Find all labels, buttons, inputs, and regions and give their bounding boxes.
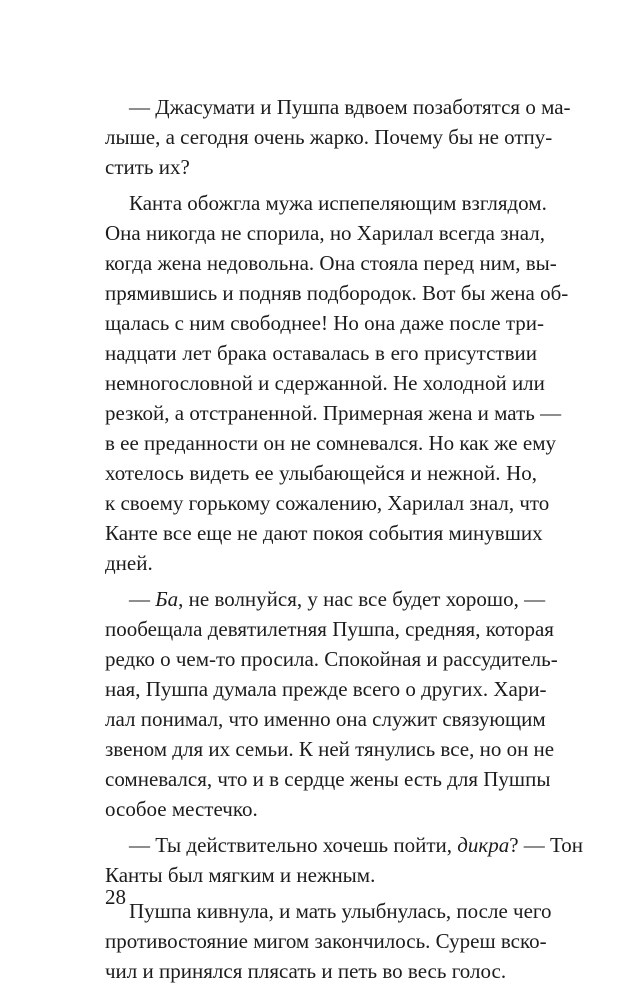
body-text: [105, 92, 584, 986]
text-line: ная, Пушпа думала прежде всего о других. Хари-: [105, 677, 547, 701]
italic-word: Ба: [155, 587, 179, 611]
paragraph-4: [105, 830, 584, 890]
text-line: лыше, а сегодня очень жарко. Почему бы не отпу-: [105, 125, 553, 149]
paragraph-2: [105, 188, 569, 578]
paragraph-5: [105, 896, 552, 986]
text-run: —: [129, 587, 156, 611]
text-run: ? — Тон: [509, 833, 584, 857]
text-run: — Ты действительно хочешь пойти,: [129, 833, 458, 857]
text-line: дней.: [105, 551, 153, 575]
text-line: Канта обожгла мужа испепеляющим взглядом.: [129, 191, 547, 215]
text-line: [105, 584, 546, 614]
text-line: сомневался, что и в сердце жены есть для Пушпы: [105, 767, 551, 791]
text-run: , не волнуйся, у нас все будет хорошо, —: [178, 587, 546, 611]
text-line: Она никогда не спорила, но Харилал всегда знал,: [105, 221, 546, 245]
text-line: лал понимал, что именно она служит связующим: [105, 707, 546, 731]
text-line: особое местечко.: [105, 797, 258, 821]
text-line: звеном для их семьи. К ней тянулись все, но он не: [105, 737, 555, 761]
text-line: резкой, а отстраненной. Примерная жена и мать —: [105, 401, 562, 425]
text-line: [105, 830, 584, 860]
text-line: в ее преданности он не сомневался. Но как же ему: [105, 431, 556, 455]
text-line: пообещала девятилетняя Пушпа, средняя, которая: [105, 617, 554, 641]
text-line: надцати лет брака оставалась в его присутствии: [105, 341, 537, 365]
text-line: немногословной и сдержанной. Не холодной или: [105, 371, 545, 395]
text-line: стить их?: [105, 155, 190, 179]
text-line: Канте все еще не дают покоя события минувших: [105, 521, 543, 545]
text-line: к своему горькому сожалению, Харилал знал, что: [105, 491, 550, 515]
text-line: противостояние мигом закончилось. Суреш вско-: [105, 929, 547, 953]
text-line: чил и принялся плясать и петь во весь голос.: [105, 959, 507, 983]
text-line: щалась с ним свободнее! Но она даже после три-: [105, 311, 545, 335]
paragraph-3: [105, 584, 558, 824]
text-line: хотелось видеть ее улыбающейся и нежной. Но,: [105, 461, 537, 485]
italic-word: дикра: [457, 833, 510, 857]
paragraph-1: [105, 92, 571, 182]
text-line: редко о чем-то просила. Спокойная и рассудитель-: [105, 647, 558, 671]
text-line: прямившись и подняв подбородок. Вот бы жена об-: [105, 281, 569, 305]
page-number: 28: [105, 885, 126, 909]
text-line: Пушпа кивнула, и мать улыбнулась, после чего: [129, 899, 552, 923]
text-line: Канты был мягким и нежным.: [105, 863, 376, 887]
text-line: — Джасумати и Пушпа вдвоем позаботятся о ма-: [129, 95, 571, 119]
text-line: когда жена недовольна. Она стояла перед ним, вы-: [105, 251, 557, 275]
